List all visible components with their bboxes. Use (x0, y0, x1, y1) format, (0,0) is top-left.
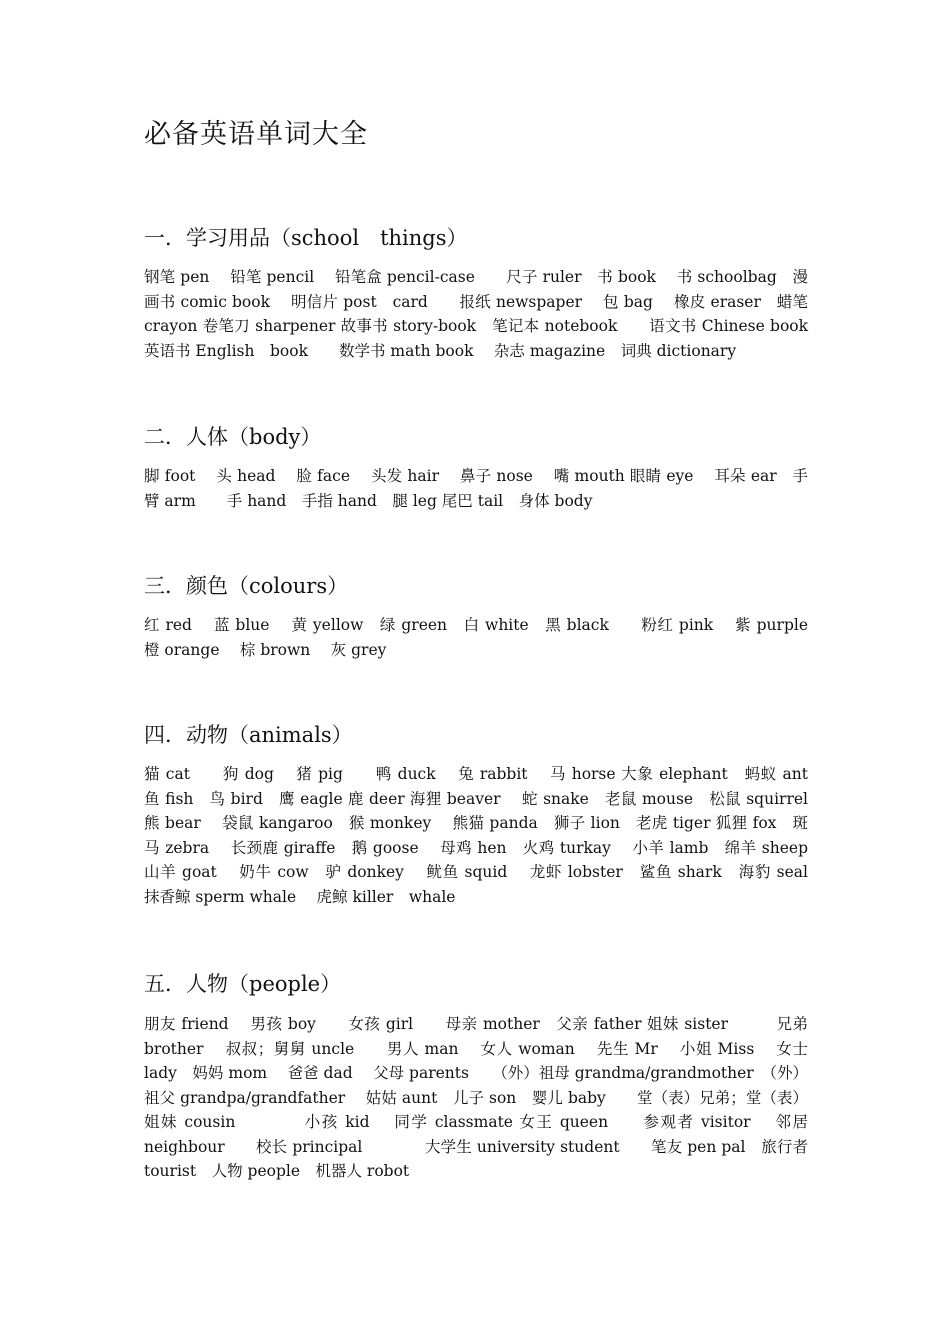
section-body-animals: 猫 cat 狗 dog 猪 pig 鸭 duck 兔 rabbit 马 horse 大象 elephant 蚂蚁 ant 鱼 fish 鸟 bird 鹰 eagle 鹿 deer 海狸 beaver 蛇 snake 老鼠 mouse 松鼠 squirrel 熊 bear 袋鼠 kangaroo 猴 monkey 熊猫 panda 狮子 lion 老虎 tiger 狐狸 fox 斑马 zebra 长颈鹿 giraffe 鹅 goose 母鸡 hen 火鸡 turkay 小羊 lamb 绵羊 sheep 山羊 goat 奶牛 cow 驴 donkey 鱿鱼 squid 龙虾 lobster 鲨鱼 shark 海豹 seal 抹香鲸 sperm whale 虎鲸 killer whale (144, 765, 824, 906)
section-heading-people: 五．人物（people） (144, 972, 342, 996)
section-body-colours: 红 red 蓝 blue 黄 yellow 绿 green 白 white 黑 black 粉红 pink 紫 purple 橙 orange 棕 brown 灰 grey (144, 616, 824, 659)
section-heading-animals: 四．动物（animals） (144, 723, 353, 747)
section-body-body: 脚 foot 头 head 脸 face 头发 hair 鼻子 nose 嘴 mouth 眼睛 eye 耳朵 ear 手臂 arm 手 hand 手指 hand 腿 leg 尾巴 tail 身体 body (144, 467, 808, 510)
document-title: 必备英语单词大全 (144, 119, 368, 150)
section-heading-body: 二．人体（body） (144, 425, 322, 449)
section-heading-school-things: 一．学习用品（school things） (144, 226, 468, 250)
section-body-school-things: 钢笔 pen 铅笔 pencil 铅笔盒 pencil-case 尺子 ruler 书 book 书 schoolbag 漫画书 comic book 明信片 post card 报纸 newspaper 包 bag 橡皮 eraser 蜡笔 crayon 卷笔刀 sharpener 故事书 story-book 笔记本 notebook 语文书 Chinese book 英语书 English book 数学书 math book 杂志 magazine 词典 dictionary (144, 268, 824, 360)
section-heading-colours: 三．颜色（colours） (144, 574, 349, 598)
section-body-people: 朋友 friend 男孩 boy 女孩 girl 母亲 mother 父亲 father 姐妹 sister 兄弟 brother 叔叔；舅舅 uncle 男人 man 女人 woman 先生 Mr 小姐 Miss 女士 lady 妈妈 mom 爸爸 dad 父母 parents （外）祖母 grandma/grandmother （外）祖父 grandpa/grandfather 姑姑 aunt 儿子 son 婴儿 baby 堂（表）兄弟；堂（表）姐妹 cousin 小孩 kid 同学 classmate 女王 queen 参观者 visitor 邻居 neighbour 校长 principal 大学生 university student 笔友 pen pal 旅行者 tourist 人物 people 机器人 robot (144, 1015, 808, 1180)
